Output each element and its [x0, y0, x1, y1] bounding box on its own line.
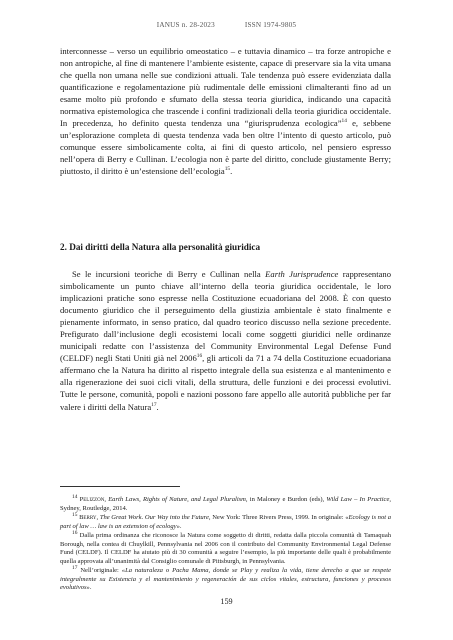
footnote-text: , New York: Three Rivers Press, 1999. In originale: « — [208, 514, 349, 522]
footnote-ref[interactable]: 17 — [151, 401, 157, 408]
author: Pelizzon — [79, 496, 105, 503]
footnote-separator — [60, 486, 180, 487]
running-header — [0, 21, 453, 29]
work-title: Earth Laws, Rights of Nature, and Legal Pluralism — [108, 496, 246, 503]
footnote-text: Dalla prima ordinanza che riconosce la Natura come soggetto di diritti, redatta dalla piccola comunità di Tamaquah Borough, nella contea di Chuylkill, Pennsylvania nel 2006 con il contributo del Community Environmental Legal Defense Fund (CELDF). Il CELDF ha aiutato più di 30 comunità a seguire l’esempio, la più importante delle quali è probabilmente quella approvata all’unanimità dal Consiglio comunale di Pittsburgh, in Pennsylvania. — [60, 532, 391, 565]
footnote-number: 17 — [72, 565, 78, 572]
journal-title: IANUS n. 28-2023 — [156, 21, 215, 29]
footnote-text: , — [104, 496, 109, 503]
work-title: The Great Work. Our Way into the Future — [99, 514, 209, 522]
paragraph-text: Se le incursioni teoriche di Berry e Cullinan nella — [72, 269, 266, 279]
section-heading: 2. Dai diritti della Natura alla personalità giuridica — [60, 242, 261, 252]
paragraph-text: , gli articoli da 71 a 74 della Costituzione ecuadoriana affermano che la Natura ha diritto al rispetto integrale della sua esistenza e al mantenimento e alla rigenerazione dei suoi cicli vitali, della struttura, delle funzioni e dei processi evolutivi. Tutte le persone, comunità, popoli e nazioni possono fare appello alle autorità pubbliche per far valere i diritti della Natura — [60, 353, 391, 412]
footnote-number: 14 — [72, 493, 78, 500]
footnote-text: , Sydney, Routledge, 2014. — [60, 496, 392, 512]
paragraph-text: rappresentano simbolicamente un punto chiave all’interno della teoria giuridica occidentale, le loro implicazioni pratiche sono espresse nella Costituzione ecuadoriana del 2008. È con questo documento giuridico che il perseguimento della giustizia ambientale è stato finalmente e pienamente informato, in senso pratico, dal quadro teorico discusso nella sezione precedente. Prefigurato dall’inclusione degli ecosistemi locali come soggetti giuridici nelle ordinanze municipali redatte con l’assistenza del Community Environmental Legal Defense Fund (CELDF) negli Stati Uniti già nel 2006 — [60, 269, 391, 364]
footnotes — [60, 493, 392, 594]
footnote-ref[interactable]: 15 — [224, 166, 231, 173]
footnote-17 — [60, 567, 391, 593]
work-title: Wild Law – In Practice — [326, 496, 390, 503]
footnote-number: 15 — [72, 511, 78, 518]
paragraph-text: e, sebbene un’esplorazione completa di questa tendenza vada ben oltre l’intento di questo articolo, può comunque essere simbolicamente colta, ai fini di questo articolo, nel pensiero espresso nell’opera di Berry e Cullinan. L’ecologia non è parte del diritto, conclude giustamente Berry; piuttosto, il diritto è un’estensione dell’ecologia — [60, 118, 391, 177]
footnote-text: ». — [176, 522, 182, 530]
footnote-text: , — [96, 514, 100, 522]
footnote-ref[interactable]: 16 — [196, 353, 203, 360]
footnote-text: ». — [86, 584, 92, 592]
paragraph-text: interconnesse – verso un equilibrio omeostatico – e tuttavia dinamico – tra forze antropiche e non antropiche, al fine di mantenere l’ambiente esistente, capace di preservare sia la vita umana che quella non umana nelle sue condizioni attuali. Tale tendenza può essere evidenziata dalla quantificazione e regolamentazione più rudimentale delle emissioni climalteranti fino ad un esame molto più profondo e sfumato della stessa teoria giuridica, indicando una capacità normativa epistemologica che trascende i confini tradizionali della teoria giuridica occidentale. In precedenza, ho definito questa tendenza una “giurisprudenza ecologica” — [60, 46, 391, 129]
footnote-ref[interactable]: 14 — [341, 118, 347, 125]
footnote-text: , in Maloney e Burdon (eds), — [245, 496, 327, 503]
quoted-original: Ecology is not a part of law … law is an extension of ecology — [60, 514, 391, 530]
footnote-text: Nell’originale: « — [80, 567, 126, 575]
paragraph-1 — [60, 45, 391, 178]
issn: ISSN 1974-9805 — [244, 21, 297, 29]
footnote-14 — [60, 493, 392, 513]
footnote-number: 16 — [72, 530, 78, 537]
footnote-16 — [60, 532, 391, 566]
paragraph-text: . — [230, 166, 233, 177]
page-number: 159 — [220, 597, 233, 606]
paragraph-2 — [60, 268, 391, 413]
quoted-original: La naturaleza o Pacha Mama, donde se Play y realiza la vida, tiene derecho a que se respete integralmente su Existencia y el mantenimiento y regeneración de sus ciclos vitales, estructura, funciones y procesos evolutivos — [60, 567, 391, 592]
footnote-15 — [60, 511, 391, 531]
italic-term: Earth Jurisprudence — [265, 269, 339, 279]
author: Berry — [79, 514, 97, 522]
paragraph-text: . — [156, 401, 159, 412]
